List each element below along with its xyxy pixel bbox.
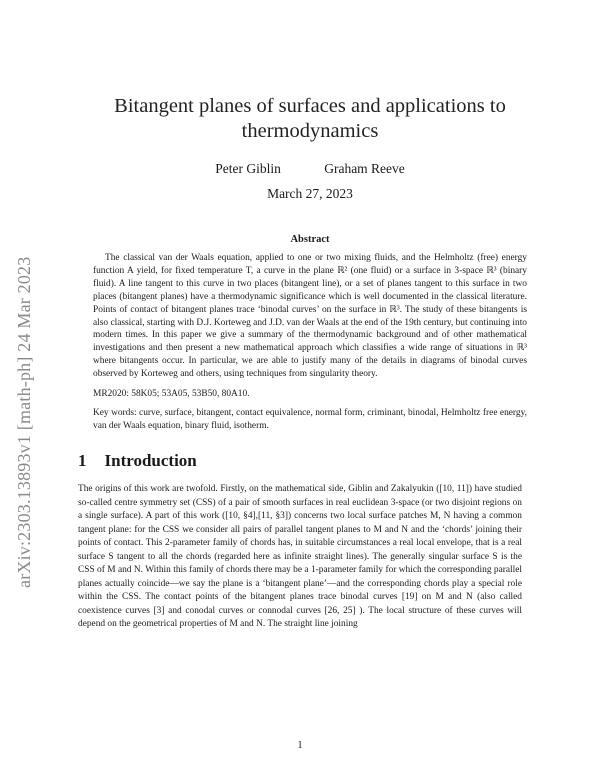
abstract-heading: Abstract	[290, 234, 330, 245]
arxiv-identifier: arXiv:2303.13893v1 [math-ph] 24 Mar 2023	[14, 256, 34, 588]
page-number: 1	[297, 740, 303, 751]
section-heading	[78, 451, 197, 471]
author-name: Peter Giblin	[215, 161, 281, 176]
abstract-text: The classical van der Waals equation, applied to one or two mixing fluids, and the Helmholtz (free) energy function A yield, for fixed temperature T, a curve in the plane ℝ² (one fluid) or a surface in 3-space ℝ³ (binary fluid). A line tangent to this curve in two places (bitangent line), or a set of planes tangent to this surface in two places (bitangent planes) have a thermodynamic significance which is well documented in the classical literature. Points of contact of bitangent planes trace ‘binodal curves’ on the surface in ℝ³. The study of these bitangents is also classical, starting with D.J. Korteweg and J.D. van der Waals at the end of the 19th century, but continuing into modern times. In this paper we give a summary of the thermodynamic background and of other mathematical investigations and then present a new mathematical approach which classifies a wide range of situations in ℝ³ where bitangents occur. In particular, we are able to justify many of the details in diagrams of binodal curves observed by Korteweg and others, using techniques from singularity theory.	[93, 253, 527, 380]
section-title: Introduction	[104, 451, 197, 470]
paper-title: Bitangent planes of surfaces and applications to thermodynamics	[114, 95, 506, 142]
keywords: Key words: curve, surface, bitangent, contact equivalence, normal form, criminant, binodal, Helmholtz free energy, van der Waals equation, binary fluid, isotherm.	[93, 408, 527, 431]
msc-classification: MR2020: 58K05; 53A05, 53B50, 80A10.	[93, 389, 250, 399]
section-number: 1	[78, 451, 87, 470]
author-list	[90, 161, 530, 177]
introduction-text: The origins of this work are twofold. Firstly, on the mathematical side, Giblin and Zakalyukin ([10, 11]) have studied so-called centre symmetry set (CSS) of a pair of smooth surfaces in real euclidean 3-space (or two disjoint regions on a single surface). A part of this work ([10, §4],[11, §3]) concerns two local surface patches M, N having a common tangent plane: for the CSS we consider all pairs of parallel tangent planes to M and N and the ‘chords’ joining their points of contact. This 2-parameter family of chords has, in suitable circumstances a real local envelope, that is a real surface S tangent to all the chords (regarded here as infinite straight lines). The generally singular surface S is the CSS of M and N. Within this family of chords there may be a 1-parameter family for which the corresponding parallel planes actually coincide—we say the plane is a ‘bitangent plane’—and the corresponding chords play a special role within the CSS. The contact points of the bitangent planes trace binodal curves [19] on M and N (also called coexistence curves [3] and conodal curves or connodal curves [26, 25] ). The local structure of these curves will depend on the geometrical properties of M and N. The straight line joining	[78, 484, 522, 629]
paper-date: March 27, 2023	[267, 186, 353, 201]
author-name: Graham Reeve	[324, 161, 405, 176]
